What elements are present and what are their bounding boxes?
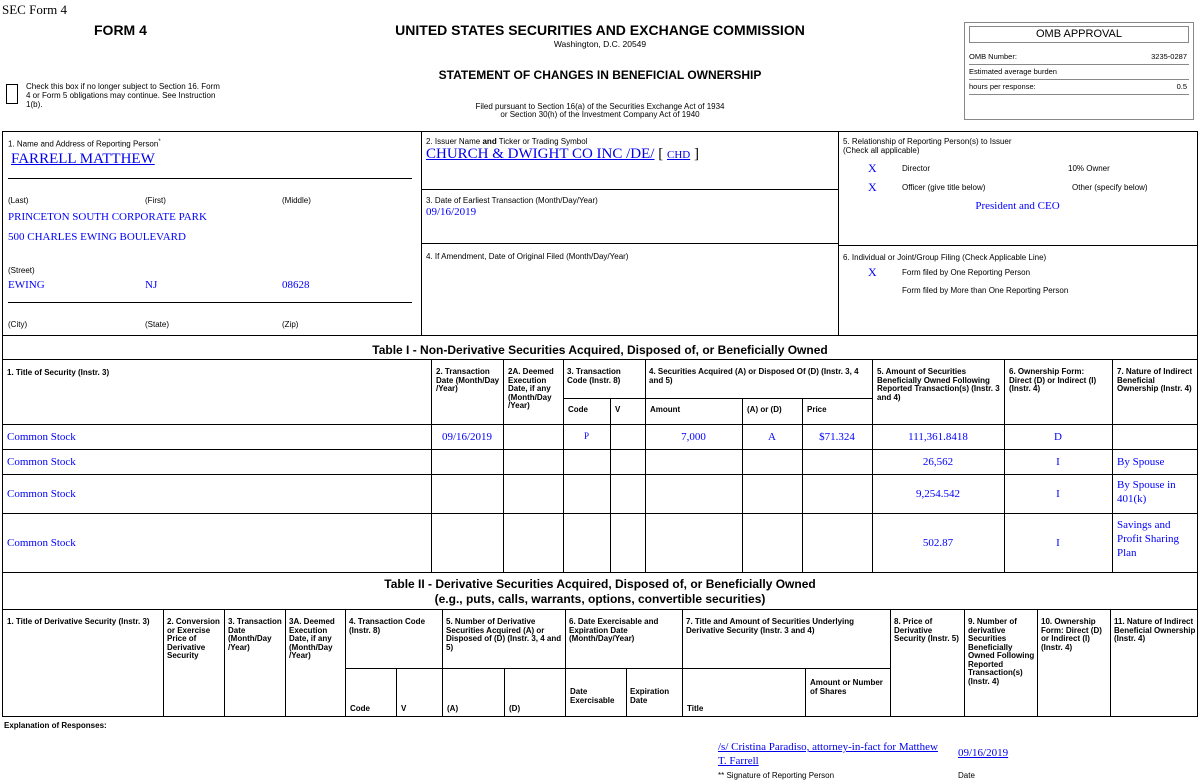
signature-date-link[interactable]: 09/16/2019: [958, 747, 1009, 759]
t2-col3-header: 3. Transaction Date (Month/Day /Year): [228, 617, 282, 652]
t1-col4-header: 4. Securities Acquired (A) or Disposed Of (D) (Instr. 3, 4 and 5): [649, 367, 859, 385]
state-label: (State): [145, 320, 170, 329]
t2-d-header: (D): [509, 704, 521, 713]
omb-hours-row: [969, 80, 1189, 94]
t2-col8-header: 8. Price of Derivative Security (Instr. 5): [894, 617, 959, 643]
earliest-transaction-date: 09/16/2019: [426, 206, 477, 218]
address-line-1: PRINCETON SOUTH CORPORATE PARK: [8, 211, 207, 223]
omb-burden-label: Estimated average burden: [969, 67, 1057, 76]
city-label: (City): [8, 320, 28, 329]
statement-title: STATEMENT OF CHANGES IN BENEFICIAL OWNERSHIP: [438, 68, 762, 82]
t2-code-header: Code: [350, 704, 370, 713]
signature-link[interactable]: /s/ Cristina Paradiso, attorney-in-fact for Matthew T. Farrell: [718, 741, 938, 767]
t1-amount-header: Amount: [650, 405, 681, 414]
last-label: (Last): [8, 196, 29, 205]
t1-r1-price: $71.324: [819, 431, 855, 443]
t1-r3-nature: By Spouse in 401(k): [1117, 479, 1176, 505]
filed-line-2: or Section 30(h) of the Investment Company Act of 1940: [500, 110, 700, 119]
first-label: (First): [145, 196, 166, 205]
t1-col2a-header: 2A. Deemed Execution Date, if any (Month/Day /Year): [508, 367, 554, 410]
box4-label: 4. If Amendment, Date of Original Filed (Month/Day/Year): [426, 252, 629, 261]
t2-col3a-header: 3A. Deemed Execution Date, if any (Month/Day /Year): [289, 617, 335, 660]
t2-v-header: V: [401, 704, 407, 713]
t2-col5-header: 5. Number of Derivative Securities Acquired (A) or Disposed of (D) (Instr. 3, 4 and 5): [446, 617, 562, 652]
address-city: EWING: [8, 279, 45, 291]
box5-label-1: 5. Relationship of Reporting Person(s) to Issuer: [843, 137, 1012, 146]
address-state: NJ: [145, 279, 158, 291]
director-check: X: [868, 161, 877, 175]
t2-col1-header: 1. Title of Derivative Security (Instr. 3): [7, 617, 150, 626]
t1-col6-header: 6. Ownership Form: Direct (D) or Indirect (I) (Instr. 4): [1009, 367, 1097, 393]
street-label: (Street): [8, 266, 35, 275]
t1-r4-nature: Savings and Profit Sharing Plan: [1117, 519, 1180, 559]
t2-expiration-header: Expiration Date: [630, 687, 670, 705]
officer-title: President and CEO: [975, 200, 1060, 212]
filed-line-1: Filed pursuant to Section 16(a) of the Securities Exchange Act of 1934: [475, 102, 725, 111]
address-zip: 08628: [282, 279, 310, 291]
t2-date-exercisable-header: Date Exercisable: [570, 687, 615, 705]
t1-r1-date: 09/16/2019: [441, 431, 493, 443]
commission-city: Washington, D.C. 20549: [553, 39, 647, 49]
t1-r1-amount: 7,000: [681, 431, 706, 443]
more-persons-label: Form filed by More than One Reporting Person: [902, 286, 1069, 295]
t2-amount-shares-header: Amount or Number of Shares: [810, 678, 883, 696]
omb-number-row: [969, 50, 1189, 64]
form-title: FORM 4: [94, 22, 147, 38]
omb-number-value: 3235-0287: [1151, 52, 1187, 61]
ten-percent-owner-label: 10% Owner: [1068, 164, 1110, 173]
other-label: Other (specify below): [1072, 183, 1148, 192]
table-row: Common Stock: [7, 488, 76, 500]
section16-checkbox[interactable]: [6, 84, 18, 104]
director-label: Director: [902, 164, 931, 173]
t2-col4-header: 4. Transaction Code (Instr. 8): [349, 617, 426, 635]
t2-col9-header: 9. Number of derivative Securities Beneficially Owned Following Reported Transaction(s) (Instr. 4): [968, 617, 1035, 686]
t1-col1-header: 1. Title of Security (Instr. 3): [7, 368, 110, 377]
table-row: Common Stock: [7, 431, 76, 443]
ticker-link[interactable]: CHD: [666, 149, 691, 161]
address-line-2: 500 CHARLES EWING BOULEVARD: [8, 231, 186, 243]
issuer-line: CHURCH & DWIGHT CO INC /DE/ [ CHD ]: [426, 146, 699, 162]
t1-r4-owned: 502.87: [922, 537, 954, 549]
table-row: Common Stock: [7, 456, 76, 468]
zip-label: (Zip): [282, 320, 299, 329]
one-person-check: X: [868, 265, 877, 279]
t1-r1-code: P: [583, 431, 589, 441]
table-row: Common Stock: [7, 537, 76, 549]
date-label: Date: [958, 771, 975, 780]
t2-col7-header: 7. Title and Amount of Securities Underlying Derivative Security (Instr. 3 and 4): [686, 617, 855, 635]
officer-label: Officer (give title below): [902, 183, 986, 192]
issuer-name-link[interactable]: CHURCH & DWIGHT CO INC /DE/: [426, 146, 655, 162]
t2-col10-header: 10. Ownership Form: Direct (D) or Indirect (I) (Instr. 4): [1041, 617, 1102, 652]
omb-hours-value: 0.5: [1176, 82, 1187, 91]
t1-r2-form: I: [1056, 456, 1060, 468]
reporting-person-name-link[interactable]: FARRELL MATTHEW: [11, 151, 155, 167]
t1-r2-nature: By Spouse: [1117, 456, 1165, 468]
t1-r4-form: I: [1056, 537, 1060, 549]
omb-number-label: OMB Number:: [969, 52, 1017, 61]
t2-a-header: (A): [447, 704, 459, 713]
t1-r1-ad: A: [768, 431, 776, 443]
box3-label: 3. Date of Earliest Transaction (Month/Day/Year): [426, 196, 598, 205]
omb-approval-box: [964, 22, 1194, 120]
box5-label-2: (Check all applicable): [843, 146, 920, 155]
box2-label: 2. Issuer Name and Ticker or Trading Symbol: [426, 137, 588, 146]
signature-label: ** Signature of Reporting Person: [718, 771, 835, 780]
box6-label: 6. Individual or Joint/Group Filing (Check Applicable Line): [843, 253, 1047, 262]
one-person-label: Form filed by One Reporting Person: [902, 268, 1031, 277]
t1-col5-header: 5. Amount of Securities Beneficially Owned Following Reported Transaction(s) (Instr. 3 and 4): [877, 367, 1000, 402]
t2-title-header: Title: [687, 704, 704, 713]
table2-title-1: Table II - Derivative Securities Acquired, Disposed of, or Beneficially Owned: [384, 577, 816, 591]
section16-checkbox-label: Check this box if no longer subject to Section 16. Form 4 or Form 5 obligations may continue. See Instruction 1(b).: [26, 82, 220, 109]
t1-r1-form: D: [1054, 431, 1062, 443]
table2-title-2: (e.g., puts, calls, warrants, options, convertible securities): [434, 592, 766, 606]
t1-col7-header: 7. Nature of Indirect Beneficial Ownership (Instr. 4): [1117, 367, 1193, 393]
t1-r3-form: I: [1056, 488, 1060, 500]
explanation-label: Explanation of Responses:: [4, 721, 107, 730]
t2-col2-header: 2. Conversion or Exercise Price of Derivative Security: [167, 617, 220, 660]
omb-approval-title: OMB APPROVAL: [969, 26, 1189, 43]
omb-hours-label: hours per response:: [969, 82, 1036, 91]
t1-price-header: Price: [807, 405, 827, 414]
t1-r1-owned: 111,361.8418: [908, 431, 968, 443]
commission-title: UNITED STATES SECURITIES AND EXCHANGE COMMISSION: [395, 22, 805, 38]
box1-label: 1. Name and Address of Reporting Person*: [8, 139, 161, 149]
t1-r3-owned: 9,254.542: [916, 488, 960, 500]
t1-v-header: V: [615, 405, 621, 414]
t2-col6-header: 6. Date Exercisable and Expiration Date (Month/Day/Year): [569, 617, 659, 643]
t1-code-header: Code: [568, 405, 588, 414]
middle-label: (Middle): [282, 196, 311, 205]
officer-check: X: [868, 180, 877, 194]
t1-col2-header: 2. Transaction Date (Month/Day /Year): [436, 367, 500, 393]
t1-r2-owned: 26,562: [922, 456, 954, 468]
t1-col3-header: 3. Transaction Code (Instr. 8): [567, 367, 621, 385]
t2-col11-header: 11. Nature of Indirect Beneficial Ownership (Instr. 4): [1114, 617, 1196, 643]
t1-aord-header: (A) or (D): [747, 405, 782, 414]
sec-form-label: SEC Form 4: [2, 2, 68, 17]
table1-title: Table I - Non-Derivative Securities Acquired, Disposed of, or Beneficially Owned: [372, 343, 828, 357]
